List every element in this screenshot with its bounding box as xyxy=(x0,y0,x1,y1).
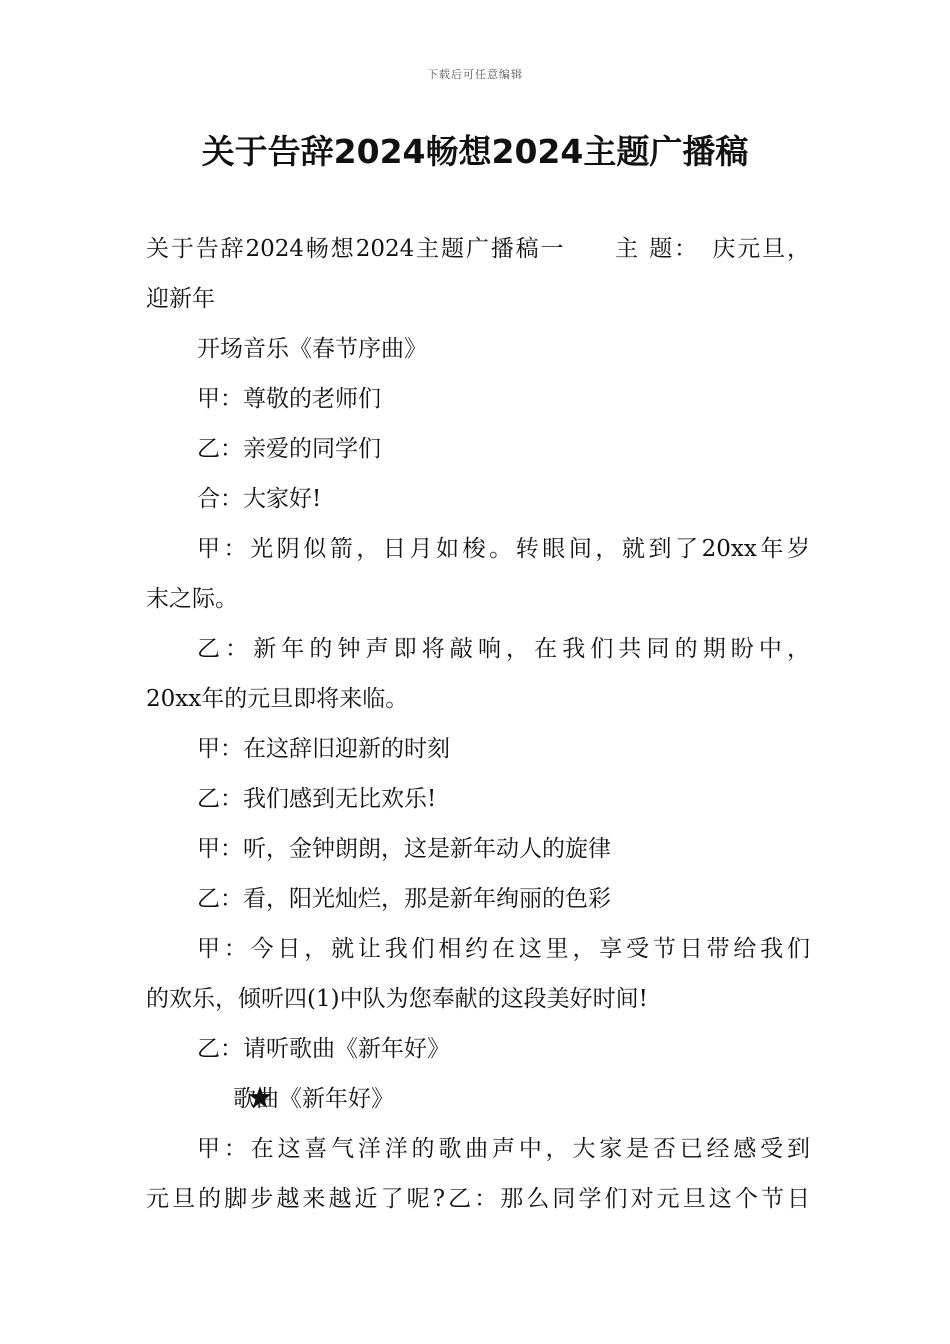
paragraph-line-jia-6-a: 甲：在这喜气洋洋的歌曲声中，大家是否已经感受到 xyxy=(197,1136,810,1162)
header-note: 下载后可任意编辑 xyxy=(427,68,523,81)
song-label: 歌曲《新年好》 xyxy=(233,1086,394,1112)
paragraph-line-jia-5-a: 甲：今日，就让我们相约在这里，享受节日带给我们 xyxy=(197,936,810,962)
paragraph-line-yi-1: 乙：亲爱的同学们 xyxy=(197,436,381,462)
document-body xyxy=(146,224,810,1224)
paragraph-opening-music: 开场音乐《春节序曲》 xyxy=(197,336,427,362)
paragraph-line-yi-3: 乙：我们感到无比欢乐! xyxy=(197,786,437,812)
paragraph-line-jia-3: 甲：在这辞旧迎新的时刻 xyxy=(197,736,450,762)
star-icon xyxy=(197,1076,221,1098)
paragraph-line-jia-5-b: 的欢乐，倾听四(1)中队为您奉献的这段美好时间! xyxy=(146,986,648,1012)
paragraph-line-yi-4: 乙：看，阳光灿烂，那是新年绚丽的色彩 xyxy=(197,886,611,912)
paragraph-line-jia-1: 甲：尊敬的老师们 xyxy=(197,386,381,412)
document-title: 关于告辞2024畅想2024主题广播稿 xyxy=(201,132,749,171)
paragraph-line-he: 合：大家好! xyxy=(197,486,322,512)
paragraph-line-jia-2-b: 末之际。 xyxy=(146,586,238,612)
paragraph-song xyxy=(146,1074,810,1124)
paragraph-line-jia-2-a: 甲：光阴似箭，日月如梭。转眼间，就到了20xx年岁 xyxy=(197,536,810,562)
paragraph-line-yi-2-a: 乙：新年的钟声即将敲响，在我们共同的期盼中， xyxy=(197,636,810,662)
paragraph-intro-line2: 迎新年 xyxy=(146,286,215,312)
paragraph-line-yi-5: 乙：请听歌曲《新年好》 xyxy=(197,1036,450,1062)
paragraph-line-yi-2-b: 20xx年的元旦即将来临。 xyxy=(146,686,409,712)
paragraph-line-jia-4: 甲：听，金钟朗朗，这是新年动人的旋律 xyxy=(197,836,611,862)
paragraph-intro-line1: 关于告辞2024畅想2024主题广播稿一 主 题： 庆元旦， xyxy=(146,236,810,262)
paragraph-line-jia-6-b: 元旦的脚步越来越近了呢?乙：那么同学们对元旦这个节日 xyxy=(146,1186,810,1212)
